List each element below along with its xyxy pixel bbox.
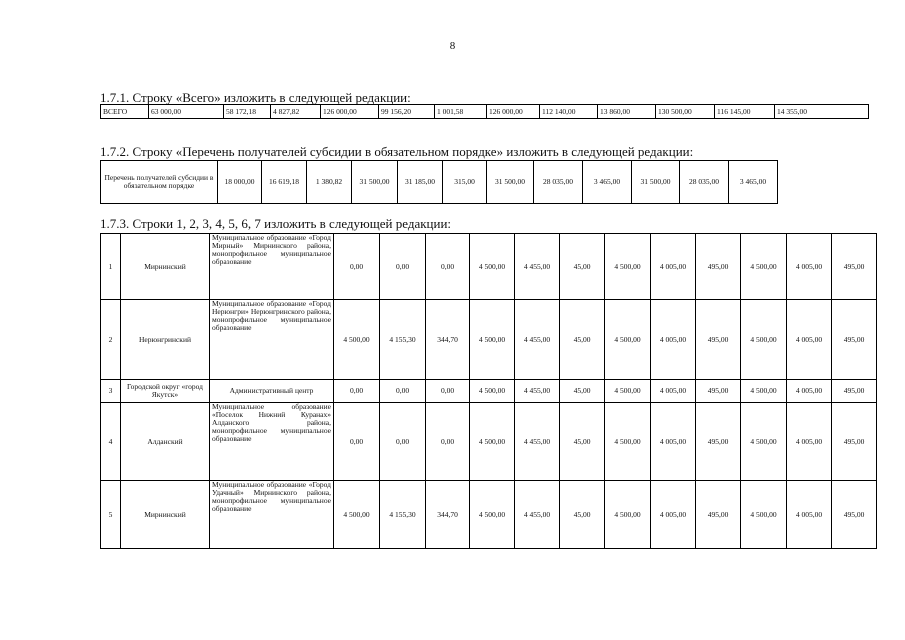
table-cell: 4 005,00: [651, 403, 696, 481]
table-cell: 99 156,20: [379, 105, 435, 119]
table-cell: 4 500,00: [741, 380, 787, 403]
table-cell: 495,00: [832, 234, 877, 300]
table-cell: 344,70: [426, 481, 470, 549]
table-cell: 4 827,82: [271, 105, 321, 119]
table-cell: 3 465,00: [729, 161, 778, 204]
table-cell: 45,00: [560, 234, 605, 300]
table-cell: 4 500,00: [470, 403, 515, 481]
table-row: [101, 161, 778, 204]
table-cell: 4: [101, 403, 121, 481]
table-cell: 495,00: [696, 300, 741, 380]
table-cell: 63 000,00: [149, 105, 224, 119]
section-heading-3: 1.7.3. Строки 1, 2, 3, 4, 5, 6, 7 изложить в следующей редакции:: [100, 216, 452, 231]
table-cell: 4 500,00: [605, 380, 651, 403]
municipality-name-text: Муниципальное образование «Город Нерюнгри» Нерюнгринского района, монопрофильное муниципальное образование: [212, 299, 331, 332]
table-cell: 4 155,30: [380, 481, 426, 549]
table-cell: 4 500,00: [470, 380, 515, 403]
table-cell: 31 500,00: [352, 161, 398, 204]
table-cell: 344,70: [426, 300, 470, 380]
table-cell: Мирнинский: [121, 481, 210, 549]
table-cell: 4 500,00: [741, 300, 787, 380]
table-cell: 4 500,00: [741, 481, 787, 549]
table-cell: 4 005,00: [787, 481, 832, 549]
table-cell: 4 005,00: [651, 481, 696, 549]
table-cell: Мирнинский: [121, 234, 210, 300]
section-heading-2: 1.7.2. Строку «Перечень получателей субсидии в обязательном порядке» изложить в следующей редакции:: [100, 144, 694, 159]
table-cell: 31 500,00: [487, 161, 534, 204]
municipal-rows-table: [100, 233, 877, 549]
table-cell: 1 380,82: [307, 161, 352, 204]
table-cell: Перечень получателей субсидии в обязательном порядке: [101, 161, 218, 204]
table-cell: 45,00: [560, 300, 605, 380]
table-cell: 4 500,00: [741, 403, 787, 481]
table-cell: 0,00: [334, 403, 380, 481]
table-cell: Городской округ «город Якутск»: [121, 380, 210, 403]
table-cell: 58 172,18: [224, 105, 271, 119]
table-cell: 4 005,00: [651, 380, 696, 403]
table-cell: 4 005,00: [651, 234, 696, 300]
municipality-name-cell: Административный центр: [210, 380, 334, 403]
table-row: [101, 403, 877, 481]
table-cell: 495,00: [696, 403, 741, 481]
table-cell: 0,00: [380, 403, 426, 481]
table-cell: 0,00: [426, 380, 470, 403]
table-cell: 4 005,00: [787, 403, 832, 481]
table-cell: 0,00: [334, 380, 380, 403]
table-cell: 112 140,00: [540, 105, 598, 119]
table-cell: 3 465,00: [583, 161, 632, 204]
table-cell: 495,00: [696, 481, 741, 549]
table-cell: 13 860,00: [598, 105, 656, 119]
page-number: 8: [449, 40, 456, 52]
table-cell: 4 455,00: [515, 234, 560, 300]
table-cell: 4 500,00: [334, 481, 380, 549]
table-cell: 3: [101, 380, 121, 403]
table-cell: 495,00: [832, 380, 877, 403]
table-cell: 4 500,00: [470, 300, 515, 380]
table-cell: 4 005,00: [787, 234, 832, 300]
table-cell: 0,00: [426, 234, 470, 300]
table-cell: 45,00: [560, 403, 605, 481]
table-cell: 4 500,00: [334, 300, 380, 380]
table-cell: 31 500,00: [632, 161, 680, 204]
table-cell: 126 000,00: [321, 105, 379, 119]
table-cell: 126 000,00: [487, 105, 540, 119]
table-cell: 4 455,00: [515, 300, 560, 380]
table-row: [101, 234, 877, 300]
table-cell: 4 155,30: [380, 300, 426, 380]
table-cell: 4 455,00: [515, 380, 560, 403]
table-cell: ВСЕГО: [101, 105, 149, 119]
table-cell: 495,00: [832, 300, 877, 380]
municipality-name-text: Муниципальное образование «Поселок Нижний Куранах» Алданского района, монопрофильное муниципальное образование: [212, 402, 331, 443]
table-cell: 495,00: [696, 380, 741, 403]
table-cell: 45,00: [560, 481, 605, 549]
recipients-row-table: [100, 160, 778, 204]
municipality-name-text: Муниципальное образование «Город Мирный» Мирнинского района, монопрофильное муниципальное образование: [212, 233, 331, 266]
table-cell: 4 500,00: [741, 234, 787, 300]
table-cell: 4 500,00: [470, 481, 515, 549]
table-cell: 0,00: [426, 403, 470, 481]
table-cell: Нерюнгринский: [121, 300, 210, 380]
table-cell: 4 455,00: [515, 481, 560, 549]
table-cell: 0,00: [380, 234, 426, 300]
table-row: [101, 105, 869, 119]
table-row: [101, 300, 877, 380]
table-cell: 0,00: [334, 234, 380, 300]
table-cell: 315,00: [443, 161, 487, 204]
table-cell: 4 500,00: [470, 234, 515, 300]
municipality-name-cell: [210, 300, 334, 380]
table-row: [101, 380, 877, 403]
table-cell: 4 005,00: [787, 300, 832, 380]
table-cell: 4 500,00: [605, 300, 651, 380]
municipality-name-cell: [210, 403, 334, 481]
table-cell: 5: [101, 481, 121, 549]
table-cell: 1: [101, 234, 121, 300]
municipality-name-cell: [210, 234, 334, 300]
table-cell: 31 185,00: [398, 161, 443, 204]
section-heading-1: 1.7.1. Строку «Всего» изложить в следующей редакции:: [100, 90, 411, 105]
table-cell: 14 355,00: [775, 105, 869, 119]
municipality-name-text: Муниципальное образование «Город Удачный» Мирнинского района, монопрофильное муниципальное образование: [212, 480, 331, 513]
table-cell: 16 619,18: [262, 161, 307, 204]
total-row-table: [100, 104, 869, 119]
table-cell: 495,00: [696, 234, 741, 300]
table-cell: 4 455,00: [515, 403, 560, 481]
table-row: [101, 481, 877, 549]
table-cell: 495,00: [832, 481, 877, 549]
table-cell: 4 500,00: [605, 481, 651, 549]
table-cell: 4 500,00: [605, 234, 651, 300]
table-cell: 0,00: [380, 380, 426, 403]
table-cell: 18 000,00: [218, 161, 262, 204]
table-cell: 4 005,00: [787, 380, 832, 403]
table-cell: 495,00: [832, 403, 877, 481]
table-cell: 116 145,00: [715, 105, 775, 119]
table-cell: 45,00: [560, 380, 605, 403]
municipality-name-cell: [210, 481, 334, 549]
table-cell: 28 035,00: [534, 161, 583, 204]
table-cell: 28 035,00: [680, 161, 729, 204]
table-cell: 4 005,00: [651, 300, 696, 380]
table-cell: 4 500,00: [605, 403, 651, 481]
table-cell: 130 500,00: [656, 105, 715, 119]
table-cell: 2: [101, 300, 121, 380]
table-cell: Алданский: [121, 403, 210, 481]
table-cell: 1 001,58: [435, 105, 487, 119]
